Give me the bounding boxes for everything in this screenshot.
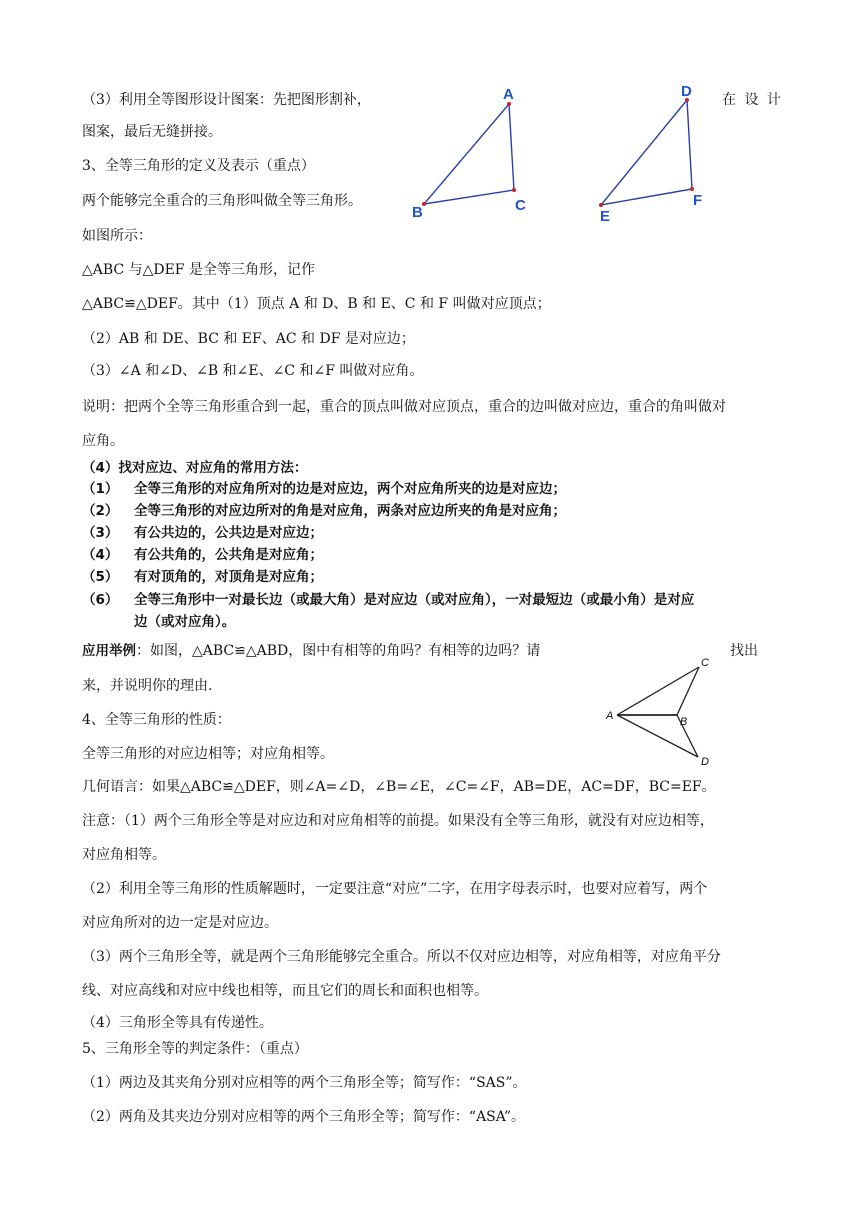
text-line: 对应角所对的边一定是对应边。 <box>82 915 278 931</box>
list-item-number: （3） <box>82 525 119 541</box>
example-text: ：如图，△ABC≌△ABD，图中有相等的角吗？有相等的边吗？请 <box>136 643 541 659</box>
vertex-e <box>599 203 603 207</box>
list-item <box>82 546 323 564</box>
text-line: 图案，最后无缝拼接。 <box>82 124 222 140</box>
list-item-text: 全等三角形中一对最长边（或最大角）是对应边（或对应角），一对最短边（或最小角）是对应 <box>134 592 695 608</box>
label-b: B <box>412 204 423 221</box>
list-item-text: 全等三角形的对应边所对的角是对应角，两条对应边所夹的角是对应角； <box>134 503 566 519</box>
section-3-title: 3、全等三角形的定义及表示（重点） <box>82 158 315 174</box>
text-line: △ABC≌△DEF。其中（1）顶点 A 和 D、B 和 E、C 和 F 叫做对应顶点； <box>82 296 551 312</box>
list-item <box>82 502 566 520</box>
label-d: D <box>681 83 692 100</box>
text-line: 应角。 <box>82 433 124 449</box>
label-a: A <box>503 86 514 103</box>
list-item-text: 有公共角的，公共角是对应角； <box>134 547 323 563</box>
list-item-number: （1） <box>82 481 119 497</box>
example-label: 应用举例 <box>82 643 136 659</box>
text-line: （3）两个三角形全等，就是两个三角形能够完全重合。所以不仅对应边相等，对应角相等，对应角平分 <box>82 949 721 965</box>
vertex-c <box>512 188 516 192</box>
vertex-f <box>690 187 694 191</box>
list-item-continuation: 边（或对应角）。 <box>134 614 236 630</box>
criterion-asa: （2）两角及其夹边分别对应相等的两个三角形全等；简写作：“ASA”。 <box>82 1109 525 1125</box>
text-line: 如图所示： <box>82 228 152 244</box>
text-line: （3）利用全等图形设计图案：先把图形割补， <box>82 92 371 108</box>
section-5-title: 5、三角形全等的判定条件：（重点） <box>82 1041 308 1057</box>
list-item-number: （4） <box>82 547 119 563</box>
label-e: E <box>600 208 611 225</box>
criterion-sas: （1）两边及其夹角分别对应相等的两个三角形全等；简写作：“SAS”。 <box>82 1075 527 1091</box>
methods-title: （4）找对应边、对应角的常用方法： <box>82 460 308 476</box>
triangles-abc-abd-figure <box>600 650 730 775</box>
text-line: 线、对应高线和对应中线也相等，而且它们的周长和面积也相等。 <box>82 983 488 999</box>
example-line <box>82 641 540 661</box>
triangle-def-figure <box>590 80 730 230</box>
geometry-language: 几何语言：如果△ABC≌△DEF，则∠A=∠D，∠B=∠E，∠C=∠F，AB=DE，AC=DF，BC=EF。 <box>82 779 716 795</box>
label-b: B <box>680 716 688 728</box>
triangle-abc <box>424 104 514 204</box>
text-line: （2）AB 和 DE、BC 和 EF、AC 和 DF 是对应边； <box>82 331 415 347</box>
list-item-number: （2） <box>82 503 119 519</box>
list-item-number: （6） <box>82 592 119 608</box>
label-c: C <box>515 197 526 214</box>
text-line: （2）利用全等三角形的性质解题时，一定要注意“对应”二字，在用字母表示时，也要对应着写，两个 <box>82 881 708 897</box>
property-text: 全等三角形的对应边相等；对应角相等。 <box>82 746 334 762</box>
list-item-number: （5） <box>82 569 119 585</box>
text-line: 来，并说明你的理由. <box>82 678 213 694</box>
list-item-text: 有对顶角的，对顶角是对应角； <box>134 569 323 585</box>
text-line: 找出 <box>730 643 758 659</box>
text-line: 在 设 计 <box>722 92 783 108</box>
text-line: 说明：把两个全等三角形重合到一起，重合的顶点叫做对应顶点，重合的边叫做对应边，重合的角叫做对 <box>82 399 726 415</box>
list-item <box>82 524 323 542</box>
triangle-abc-figure <box>400 80 540 230</box>
section-4-title: 4、全等三角形的性质： <box>82 712 231 728</box>
text-line: 注意：（1）两个三角形全等是对应边和对应角相等的前提。如果没有全等三角形，就没有对应边相等， <box>82 813 714 829</box>
list-item <box>82 568 323 586</box>
text-line: （4）三角形全等具有传递性。 <box>82 1015 273 1031</box>
triangle-def <box>601 100 692 205</box>
segment-ac <box>617 667 699 715</box>
list-item <box>82 480 566 498</box>
text-line: △ABC 与△DEF 是全等三角形，记作 <box>82 262 315 278</box>
segment-bc <box>677 667 699 715</box>
label-d: D <box>701 756 709 768</box>
list-item-text: 全等三角形的对应角所对的边是对应边，两个对应角所夹的边是对应边； <box>134 481 566 497</box>
list-item <box>82 591 694 609</box>
text-line: （3）∠A 和∠D、∠B 和∠E、∠C 和∠F 叫做对应角。 <box>82 363 424 379</box>
text-line: 对应角相等。 <box>82 847 166 863</box>
label-a: A <box>606 710 614 722</box>
definition-text: 两个能够完全重合的三角形叫做全等三角形。 <box>82 193 362 209</box>
label-c: C <box>701 657 709 669</box>
label-f: F <box>693 192 703 209</box>
list-item-text: 有公共边的，公共边是对应边； <box>134 525 323 541</box>
